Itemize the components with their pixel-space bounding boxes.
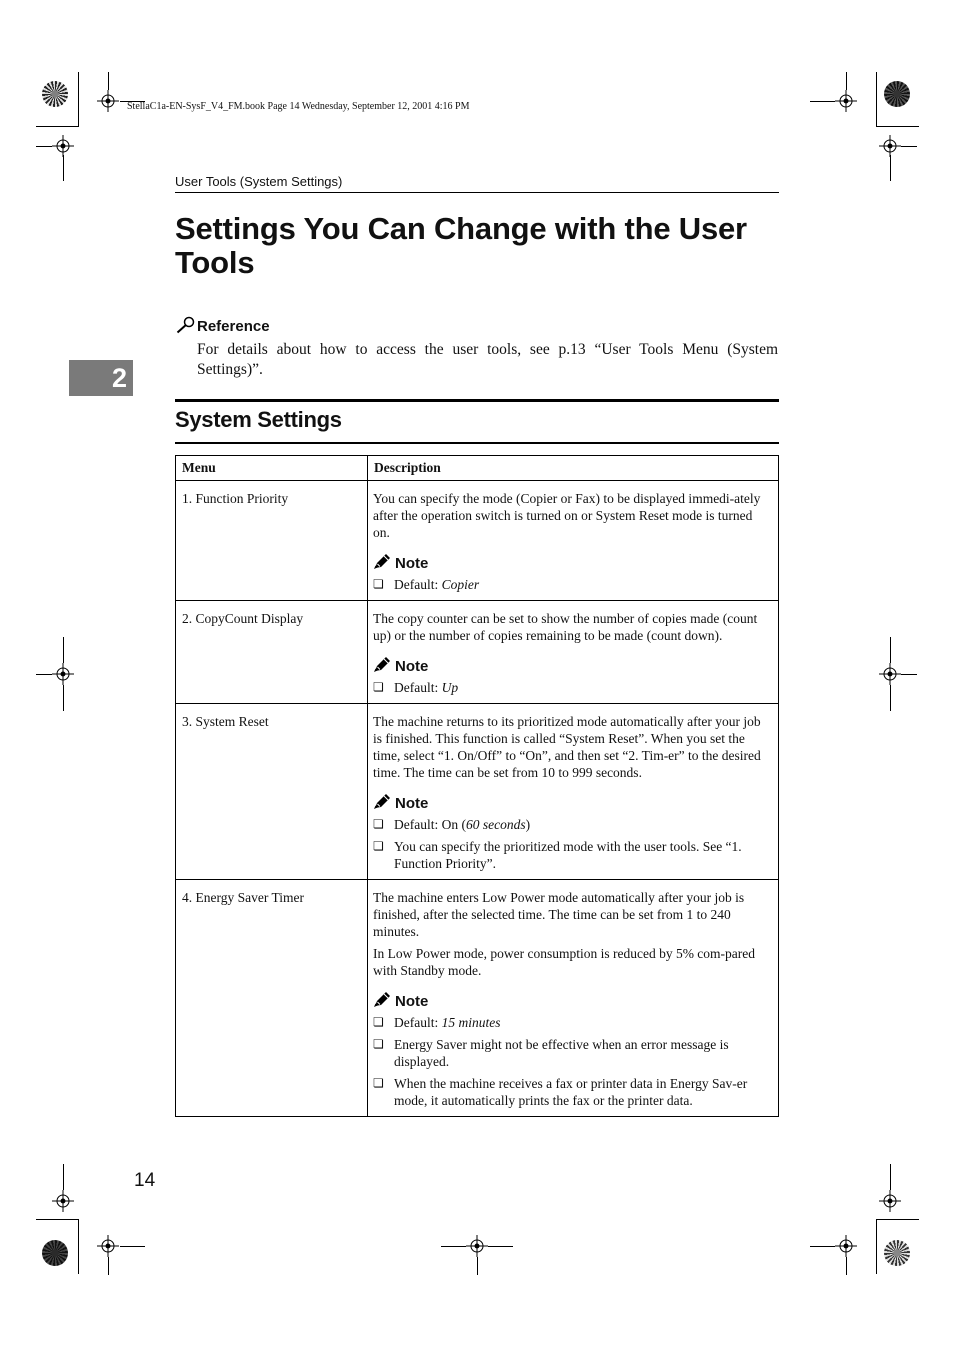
note-item	[373, 816, 772, 833]
description-cell	[368, 704, 779, 880]
note-label: Note	[395, 992, 429, 1010]
registration-mark-icon	[466, 1235, 488, 1257]
menu-cell	[176, 704, 368, 880]
menu-cell	[176, 601, 368, 704]
description-text: The machine enters Low Power mode automatically after your job is finished, after the selected time. The time can be set from 1 to 240 minutes.	[373, 890, 745, 939]
menu-cell	[176, 880, 368, 1117]
pencil-note-icon	[373, 553, 391, 574]
note-item	[373, 838, 772, 872]
pencil-note-icon	[373, 656, 391, 677]
note-text-main: Default:	[394, 577, 442, 592]
column-header-menu: Menu	[176, 456, 368, 481]
note-text	[394, 1036, 772, 1070]
header-rule	[175, 192, 779, 193]
registration-mark-icon	[879, 1190, 901, 1212]
reference-text: For details about how to access the user tools, see p.13 “User Tools Menu (System Settings)”.	[197, 341, 778, 378]
note-item	[373, 576, 772, 593]
column-header-description: Description	[368, 456, 779, 481]
registration-mark-icon	[52, 663, 74, 685]
pencil-note-icon	[373, 793, 391, 814]
section-rule	[175, 442, 779, 444]
page-number: 14	[134, 1170, 156, 1191]
registration-mark-icon	[97, 90, 119, 112]
color-rosette-icon	[884, 81, 910, 107]
page-title: Settings You Can Change with the User Tools	[175, 211, 747, 280]
menu-item-name: 4. Energy Saver Timer	[182, 890, 304, 905]
description-cell	[368, 601, 779, 704]
note-text	[394, 576, 772, 593]
note-label: Note	[395, 794, 429, 812]
registration-mark-icon	[879, 663, 901, 685]
note-label: Note	[395, 554, 429, 572]
note-text	[394, 838, 772, 872]
note-text	[394, 816, 772, 833]
note-text-main: Energy Saver might not be effective when an error message is displayed.	[394, 1037, 729, 1069]
registration-mark-icon	[835, 90, 857, 112]
checkbox-icon: ❏	[373, 1076, 384, 1090]
registration-mark-icon	[835, 1235, 857, 1257]
book-file-info: StellaC1a-EN-SysF_V4_FM.book Page 14 Wednesday, September 12, 2001 4:16 PM	[127, 101, 470, 112]
note-text-main: You can specify the prioritized mode with the user tools. See “1. Function Priority”.	[394, 839, 742, 871]
note-label: Note	[395, 657, 429, 675]
table-row	[176, 601, 779, 704]
note-item	[373, 1075, 772, 1109]
note-item	[373, 1036, 772, 1070]
description-text: The machine returns to its prioritized mode automatically after your job is finished. This function is called “System Reset”. When you set the time, select “1. On/Off” to “On”, and then set “2. Tim-er” to the desired time. The time can be set from 10 to 999 seconds.	[373, 714, 761, 780]
note-heading	[373, 793, 772, 813]
note-text-after: )	[525, 817, 531, 832]
description-cell	[368, 880, 779, 1117]
checkbox-icon: ❏	[373, 680, 384, 694]
checkbox-icon: ❏	[373, 1037, 384, 1051]
menu-cell	[176, 481, 368, 601]
menu-item-name: 3. System Reset	[182, 714, 269, 729]
table-row	[176, 880, 779, 1117]
note-text	[394, 679, 772, 696]
section-title: System Settings	[175, 407, 342, 432]
note-text-main: Default: On (	[394, 817, 466, 832]
note-text-main: When the machine receives a fax or printer data in Energy Sav-er mode, it automatically prints the fax or the printer data.	[394, 1076, 748, 1108]
note-default-value: Up	[441, 680, 459, 695]
description-text: You can specify the mode (Copier or Fax) to be displayed immedi-ately after the operation switch is turned on or System Reset mode is turned on.	[373, 491, 761, 540]
table-row	[176, 481, 779, 601]
registration-mark-icon	[97, 1235, 119, 1257]
note-default-value: Copier	[441, 577, 480, 592]
note-default-value: 15 minutes	[441, 1015, 501, 1030]
description-text: In Low Power mode, power consumption is reduced by 5% com-pared with Standby mode.	[373, 946, 756, 978]
menu-item-name: 2. CopyCount Display	[182, 611, 304, 626]
note-text	[394, 1075, 772, 1109]
note-text-main: Default:	[394, 1015, 442, 1030]
reference-label: Reference	[197, 318, 270, 335]
chapter-tab: 2	[69, 360, 133, 396]
pencil-note-icon	[373, 991, 391, 1012]
description-text: The copy counter can be set to show the number of copies made (count up) or the number of copies remaining to be made (count down).	[373, 611, 758, 643]
checkbox-icon: ❏	[373, 1015, 384, 1029]
note-item	[373, 679, 772, 696]
note-default-value: 60 seconds	[465, 817, 526, 832]
registration-mark-icon	[52, 135, 74, 157]
table-header-row	[176, 456, 779, 481]
note-text	[394, 1014, 772, 1031]
checkbox-icon: ❏	[373, 817, 384, 831]
section-rule	[175, 399, 779, 402]
note-heading	[373, 991, 772, 1011]
running-header: User Tools (System Settings)	[175, 174, 343, 189]
checkbox-icon: ❏	[373, 577, 384, 591]
description-cell	[368, 481, 779, 601]
checkbox-icon: ❏	[373, 839, 384, 853]
note-text-main: Default:	[394, 680, 442, 695]
settings-table	[175, 455, 779, 1117]
registration-mark-icon	[52, 1190, 74, 1212]
magnifier-icon	[176, 316, 196, 334]
note-heading	[373, 656, 772, 676]
note-heading	[373, 553, 772, 573]
menu-item-name: 1. Function Priority	[182, 491, 289, 506]
note-item	[373, 1014, 772, 1031]
table-row	[176, 704, 779, 880]
color-rosette-icon	[42, 81, 68, 107]
registration-mark-icon	[879, 135, 901, 157]
color-rosette-icon	[884, 1240, 910, 1266]
color-rosette-icon	[42, 1240, 68, 1266]
